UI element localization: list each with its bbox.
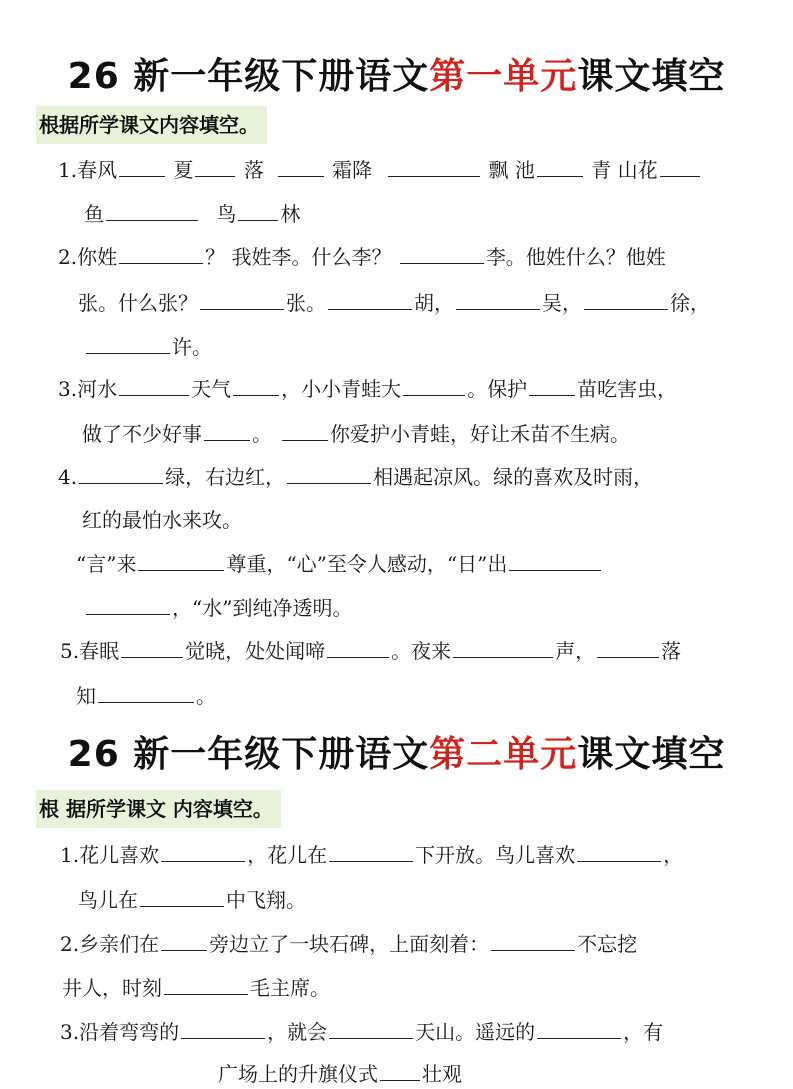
unit2-title: [0, 726, 793, 777]
blank[interactable]: [660, 154, 700, 177]
blank[interactable]: [327, 635, 389, 658]
text: 鸟: [216, 202, 237, 226]
blank[interactable]: [86, 592, 170, 615]
unit2-title-suffix: 课文填空: [577, 734, 726, 775]
text: 尊重，“心”至令人感动，“日”出: [226, 552, 508, 576]
text: 觉晓，处处闻啼: [185, 639, 326, 663]
blank[interactable]: [537, 1016, 621, 1039]
blank[interactable]: [200, 287, 284, 310]
text: ，就会: [267, 1020, 328, 1044]
blank[interactable]: [119, 373, 189, 396]
text: 1.春风: [58, 158, 118, 182]
unit1-q3-line2: [82, 418, 630, 448]
text: 知: [76, 684, 96, 708]
text: 。: [196, 684, 216, 708]
unit1-q4-line4: [84, 592, 352, 622]
text: 中飞翔。: [226, 888, 306, 912]
blank[interactable]: [400, 241, 484, 264]
unit1-q3-line1: [58, 373, 677, 403]
text: 林: [280, 202, 301, 226]
text: 3.沿着弯弯的: [60, 1020, 180, 1044]
blank[interactable]: [79, 461, 163, 484]
unit2-q3-line2: [88, 1058, 462, 1088]
blank[interactable]: [164, 972, 248, 995]
text: 。夜来: [391, 639, 452, 663]
unit1-q4-line3: [76, 548, 603, 578]
text: 徐，: [670, 291, 710, 315]
unit1-instruction: 根据所学课文内容填空。: [36, 106, 267, 144]
blank[interactable]: [529, 373, 575, 396]
unit1-q5-line2: [76, 680, 216, 710]
blank[interactable]: [584, 287, 668, 310]
text: 落: [243, 158, 264, 182]
text: 4.: [58, 465, 78, 489]
text: ，花儿在: [247, 843, 328, 867]
text: 飘 池: [488, 158, 535, 182]
text: 2.你姓: [58, 245, 118, 269]
unit2-q2-line2: [62, 972, 330, 1002]
blank[interactable]: [537, 154, 583, 177]
text: 天山。遥远的: [415, 1020, 536, 1044]
text: 红的最怕水来攻。: [82, 508, 242, 532]
blank[interactable]: [491, 928, 575, 951]
text: 胡，: [414, 291, 454, 315]
unit2-q1-line1: [60, 839, 683, 869]
text: 李。他姓什么？他姓: [485, 245, 666, 269]
blank[interactable]: [577, 839, 661, 862]
text: 3.河水: [58, 377, 118, 401]
text: 5.春眠: [60, 639, 120, 663]
blank[interactable]: [98, 680, 194, 703]
unit1-q4-line2: [82, 505, 242, 535]
unit2-title-highlight: 第二单元: [429, 734, 578, 775]
unit2-instruction: 根 据所学课文 内容填空。: [36, 790, 281, 828]
blank[interactable]: [238, 198, 278, 221]
text: 霜降: [332, 158, 373, 182]
unit1-q2-line3: [84, 331, 212, 361]
text: 不忘挖: [577, 932, 638, 956]
blank[interactable]: [509, 548, 601, 571]
text: 绿，右边红，: [165, 465, 286, 489]
blank[interactable]: [329, 839, 413, 862]
text: 你爱护小青蛙，好让禾苗不生病。: [330, 422, 630, 446]
text: ，“水”到纯净透明。: [172, 596, 353, 620]
unit1-q2-line1: [58, 241, 666, 271]
unit2-q1-line2: [78, 884, 306, 914]
text: 下开放。鸟儿喜欢: [415, 843, 576, 867]
text: 鸟儿在: [78, 888, 138, 912]
unit1-q1-line1: [58, 154, 702, 184]
text: 广场上的升旗仪式: [218, 1062, 378, 1086]
unit1-title-highlight: 第一单元: [429, 56, 578, 97]
text: “言”来: [76, 552, 137, 576]
text: ？ 我姓李。什么李？: [205, 245, 392, 269]
text: ，: [663, 843, 684, 867]
text: 2.乡亲们在: [60, 932, 160, 956]
text: 许。: [172, 335, 212, 359]
text: 张。: [286, 291, 326, 315]
text: 落: [661, 639, 682, 663]
blank[interactable]: [86, 331, 170, 354]
blank[interactable]: [403, 373, 465, 396]
unit2-q3-line1: [60, 1016, 663, 1046]
blank[interactable]: [119, 241, 203, 264]
text: 吴，: [542, 291, 582, 315]
blank[interactable]: [329, 1016, 413, 1039]
blank[interactable]: [161, 839, 245, 862]
unit1-q4-line1: [58, 461, 653, 491]
unit1-q5-line1: [60, 635, 681, 665]
blank[interactable]: [138, 548, 224, 571]
text: 。: [252, 422, 272, 446]
unit1-q1-line2: [84, 198, 300, 228]
blank[interactable]: [287, 461, 371, 484]
blank[interactable]: [106, 198, 198, 221]
text: ，小小青蛙大: [281, 377, 402, 401]
blank[interactable]: [456, 287, 540, 310]
text: 青 山花: [591, 158, 658, 182]
blank[interactable]: [181, 1016, 265, 1039]
blank[interactable]: [140, 884, 224, 907]
blank[interactable]: [233, 373, 279, 396]
text: 夏: [173, 158, 194, 182]
unit1-title: [0, 48, 793, 99]
blank[interactable]: [119, 154, 165, 177]
blank[interactable]: [388, 154, 480, 177]
unit2-q2-line1: [60, 928, 637, 958]
blank[interactable]: [195, 154, 235, 177]
text: 声，: [555, 639, 596, 663]
unit1-title-prefix: 26 新一年级下册语文: [67, 56, 430, 97]
unit1-q2-line2: [78, 287, 710, 317]
blank[interactable]: [204, 418, 250, 441]
text: 相遇起凉风。绿的喜欢及时雨，: [373, 465, 654, 489]
text: 井人，时刻: [62, 976, 162, 1000]
unit2-title-prefix: 26 新一年级下册语文: [67, 734, 430, 775]
blank[interactable]: [597, 635, 659, 658]
blank[interactable]: [282, 418, 328, 441]
text: 旁边立了一块石碑，上面刻着：: [209, 932, 490, 956]
text: 1.花儿喜欢: [60, 843, 160, 867]
blank[interactable]: [161, 928, 207, 951]
text: 天气: [191, 377, 232, 401]
text: 毛主席。: [250, 976, 330, 1000]
blank[interactable]: [278, 154, 324, 177]
text: 张。什么张？: [78, 291, 198, 315]
unit1-title-suffix: 课文填空: [577, 56, 726, 97]
text: 。保护: [467, 377, 528, 401]
blank[interactable]: [121, 635, 183, 658]
text: 鱼: [84, 202, 104, 226]
text: 壮观: [422, 1062, 462, 1086]
blank[interactable]: [380, 1058, 420, 1081]
text: 苗吃害虫，: [577, 377, 678, 401]
blank[interactable]: [328, 287, 412, 310]
text: ，有: [623, 1020, 664, 1044]
text: 做了不少好事: [82, 422, 202, 446]
blank[interactable]: [453, 635, 553, 658]
